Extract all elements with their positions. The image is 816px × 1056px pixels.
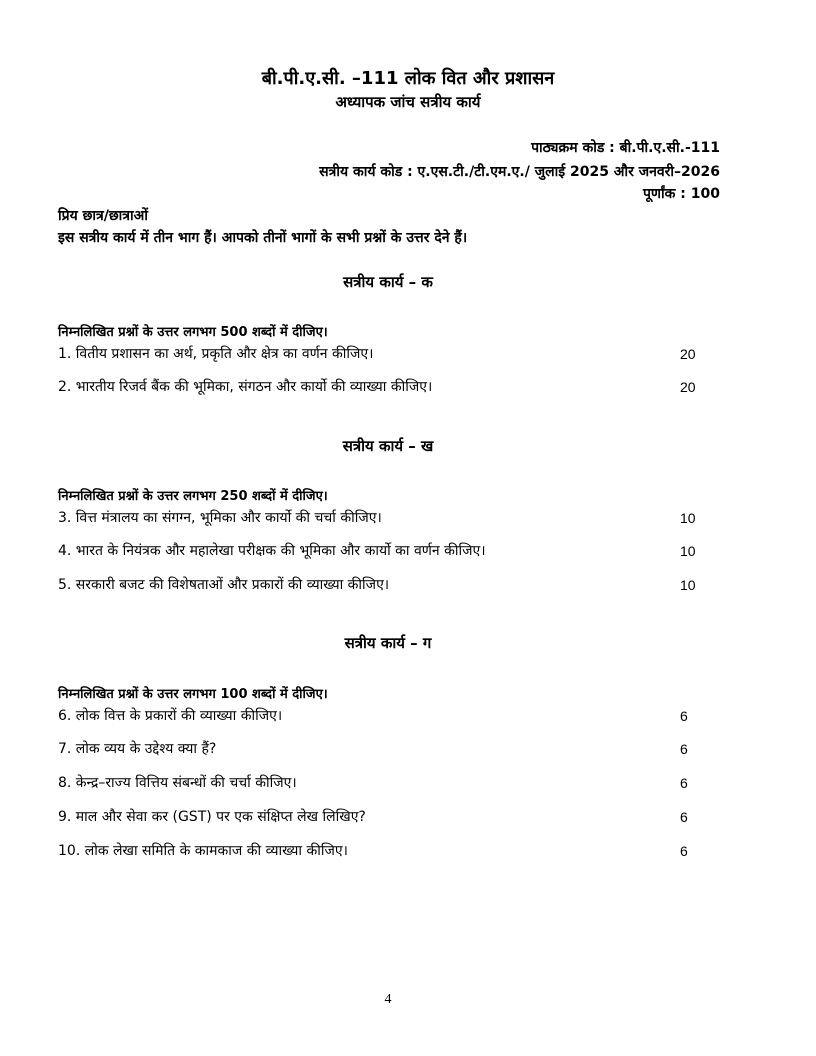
question-item: 1. वितीय प्रशासन का अर्थ, प्रकृति और क्षेत्र का वर्णन कीजिए। — [58, 346, 374, 362]
section-instruction: निम्नलिखित प्रश्नों के उत्तर लगभग 500 शब्दों में दीजिए। — [58, 325, 328, 340]
question-item: 7. लोक व्यय के उद्देश्य क्या हैं? — [58, 741, 217, 757]
greeting-salutation: प्रिय छात्र/छात्राओं — [58, 208, 148, 224]
question-marks: 20 — [680, 346, 696, 362]
question-marks: 6 — [680, 775, 688, 791]
assignment-code: सत्रीय कार्य कोड : ए.एस.टी./टी.एम.ए./ जुलाई 2025 और जनवरी–2026 — [319, 164, 720, 180]
question-marks: 20 — [680, 379, 696, 395]
question-marks: 10 — [680, 510, 696, 526]
question-marks: 6 — [680, 843, 688, 859]
document-subtitle: अध्यापक जांच सत्रीय कार्य — [335, 93, 481, 111]
question-item: 6. लोक वित्त के प्रकारों की व्याख्या कीजिए। — [58, 708, 283, 724]
question-marks: 10 — [680, 577, 696, 593]
section-instruction: निम्नलिखित प्रश्नों के उत्तर लगभग 100 शब्दों में दीजिए। — [58, 687, 328, 702]
max-marks: पूर्णांक : 100 — [642, 186, 720, 202]
section-instruction: निम्नलिखित प्रश्नों के उत्तर लगभग 250 शब्दों में दीजिए। — [58, 489, 328, 504]
question-item: 3. वित्त मंत्रालय का संगग्न, भूमिका और कार्यो की चर्चा कीजिए। — [58, 510, 382, 526]
question-item: 9. माल और सेवा कर (GST) पर एक संक्षिप्त लेख लिखिए? — [58, 809, 366, 825]
section-heading: सत्रीय कार्य – ख — [342, 437, 434, 455]
question-item: 2. भारतीय रिजर्व बैंक की भूमिका, संगठन और कार्यो की व्याख्या कीजिए। — [58, 379, 433, 395]
question-item: 4. भारत के नियंत्रक और महालेखा परीक्षक की भूमिका और कार्यो का वर्णन कीजिए। — [58, 543, 486, 559]
course-code: पाठ्यक्रम कोड : बी.पी.ए.सी.-111 — [531, 140, 720, 156]
question-item: 5. सरकारी बजट की विशेषताओं और प्रकारों की व्याख्या कीजिए। — [58, 577, 390, 593]
section-heading: सत्रीय कार्य – ग — [344, 634, 432, 652]
question-item: 8. केन्द्र–राज्य वित्तिय संबन्धों की चर्चा कीजिए। — [58, 775, 297, 791]
question-marks: 6 — [680, 809, 688, 825]
document-title: बी.पी.ए.सी. –111 लोक वित और प्रशासन — [261, 68, 555, 89]
greeting-instructions: इस सत्रीय कार्य में तीन भाग हैं। आपको तीनों भागों के सभी प्रश्नों के उत्तर देने हैं। — [58, 230, 468, 246]
question-item: 10. लोक लेखा समिति के कामकाज की व्याख्या कीजिए। — [58, 843, 348, 859]
question-marks: 6 — [680, 708, 688, 724]
section-heading: सत्रीय कार्य – क — [343, 273, 433, 291]
page-number: 4 — [384, 992, 392, 1007]
question-marks: 6 — [680, 741, 688, 757]
question-marks: 10 — [680, 543, 696, 559]
